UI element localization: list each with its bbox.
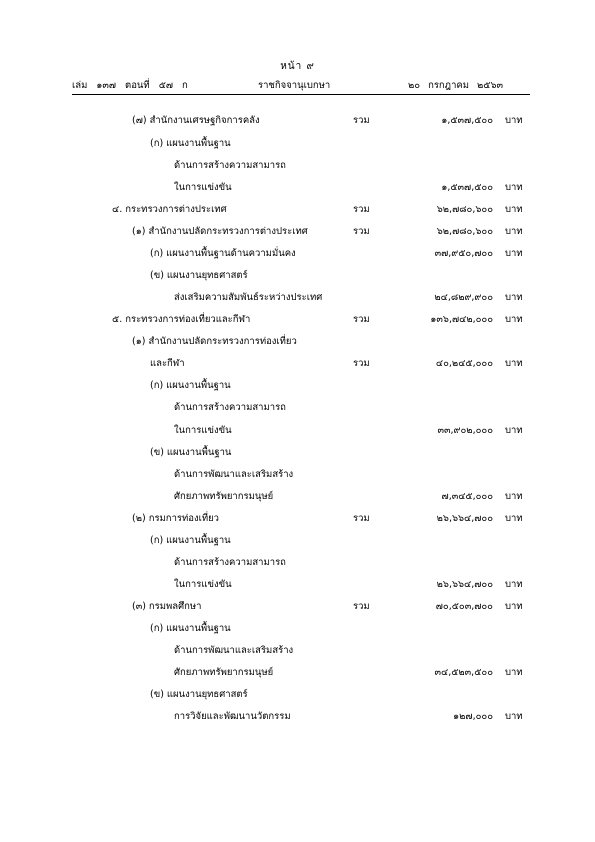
budget-row [0, 599, 595, 615]
budget-row [0, 709, 595, 725]
budget-row [0, 643, 595, 659]
budget-row [0, 665, 595, 681]
budget-row [0, 290, 595, 306]
budget-amount: ๒๖,๖๖๔,๗๐๐ [436, 579, 493, 590]
currency-unit: บาท [505, 182, 523, 193]
budget-row [0, 356, 595, 372]
budget-item-label: ด้านการสร้างความสามารถ [174, 160, 286, 171]
budget-amount: ๑,๕๓๗,๕๐๐ [441, 115, 493, 126]
currency-unit: บาท [505, 226, 523, 237]
currency-unit: บาท [505, 579, 523, 590]
currency-unit: บาท [505, 513, 523, 524]
budget-item-label: (๒) กรมการท่องเที่ยว [132, 513, 220, 524]
total-label: รวม [353, 513, 370, 524]
gazette-date: ๒๐ กรกฎาคม ๒๕๖๓ [408, 80, 504, 91]
budget-row [0, 202, 595, 218]
budget-item-label: (ก) แผนงานพื้นฐาน [150, 138, 231, 149]
budget-item-label: (ข) แผนงานยุทธศาสตร์ [150, 270, 248, 281]
budget-item-label: ในการแข่งขัน [174, 182, 232, 193]
budget-row [0, 489, 595, 505]
currency-unit: บาท [505, 292, 523, 303]
page-number: หน้า ๙ [280, 61, 315, 72]
budget-item-label: (๑) สำนักงานปลัดกระทรวงการต่างประเทศ [132, 226, 308, 237]
header-rule [72, 94, 530, 95]
budget-item-label: (ก) แผนงานพื้นฐาน [150, 623, 231, 634]
budget-item-label: ด้านการสร้างความสามารถ [174, 557, 286, 568]
budget-item-label: ด้านการสร้างความสามารถ [174, 402, 286, 413]
budget-item-label: ในการแข่งขัน [174, 579, 232, 590]
budget-row [0, 577, 595, 593]
budget-row [0, 158, 595, 174]
budget-item-label: (ข) แผนงานพื้นฐาน [150, 447, 232, 458]
gazette-title: ราชกิจจานุเบกษา [258, 80, 331, 91]
budget-row [0, 687, 595, 703]
currency-unit: บาท [505, 115, 523, 126]
currency-unit: บาท [505, 248, 523, 259]
budget-item-label: การวิจัยและพัฒนานวัตกรรม [174, 711, 291, 722]
budget-row [0, 533, 595, 549]
budget-item-label: (ข) แผนงานยุทธศาสตร์ [150, 689, 248, 700]
budget-row [0, 180, 595, 196]
budget-amount: ๖๒,๗๘๐,๖๐๐ [436, 204, 493, 215]
budget-amount: ๒๖,๖๖๔,๗๐๐ [436, 513, 493, 524]
budget-amount: ๗๐,๕๐๓,๗๐๐ [435, 601, 493, 612]
budget-row [0, 555, 595, 571]
budget-amount: ๔๐,๒๔๕,๐๐๐ [435, 358, 493, 369]
currency-unit: บาท [505, 711, 523, 722]
currency-unit: บาท [505, 314, 523, 325]
budget-item-label: ด้านการพัฒนาและเสริมสร้าง [174, 469, 294, 480]
budget-item-label: ส่งเสริมความสัมพันธ์ระหว่างประเทศ [174, 292, 323, 303]
budget-amount: ๑๒๗,๐๐๐ [453, 711, 493, 722]
total-label: รวม [353, 115, 370, 126]
budget-row [0, 423, 595, 439]
budget-item-label: ๔. กระทรวงการต่างประเทศ [112, 204, 227, 215]
budget-item-label: (ก) แผนงานพื้นฐานด้านความมั่นคง [150, 248, 296, 259]
budget-amount: ๗,๓๔๕,๐๐๐ [441, 491, 493, 502]
budget-item-label: ๕. กระทรวงการท่องเที่ยวและกีฬา [112, 314, 251, 325]
total-label: รวม [353, 204, 370, 215]
currency-unit: บาท [505, 425, 523, 436]
budget-amount: ๑๓๖,๗๔๒,๐๐๐ [430, 314, 493, 325]
total-label: รวม [353, 358, 370, 369]
budget-row [0, 400, 595, 416]
budget-amount: ๖๒,๗๘๐,๖๐๐ [436, 226, 493, 237]
budget-row [0, 312, 595, 328]
budget-row [0, 445, 595, 461]
currency-unit: บาท [505, 491, 523, 502]
budget-item-label: ด้านการพัฒนาและเสริมสร้าง [174, 645, 294, 656]
budget-item-label: (๑) สำนักงานปลัดกระทรวงการท่องเที่ยว [132, 336, 297, 347]
budget-amount: ๓๗,๙๕๐,๗๐๐ [434, 248, 493, 259]
total-label: รวม [353, 226, 370, 237]
currency-unit: บาท [505, 358, 523, 369]
budget-amount: ๒๔,๘๒๙,๙๐๐ [434, 292, 493, 303]
budget-item-label: (๗) สำนักงานเศรษฐกิจการคลัง [132, 115, 260, 126]
currency-unit: บาท [505, 667, 523, 678]
budget-amount: ๓๓,๙๐๒,๐๐๐ [437, 425, 493, 436]
budget-amount: ๓๔,๕๒๓,๕๐๐ [434, 667, 493, 678]
budget-row [0, 268, 595, 284]
budget-row [0, 334, 595, 350]
budget-row [0, 113, 595, 129]
currency-unit: บาท [505, 601, 523, 612]
budget-item-label: ศักยภาพทรัพยากรมนุษย์ [174, 667, 274, 678]
total-label: รวม [353, 601, 370, 612]
budget-item-label: และกีฬา [150, 358, 185, 369]
budget-row [0, 246, 595, 262]
gazette-volume-info: เล่ม ๑๓๗ ตอนที่ ๕๗ ก [72, 80, 188, 91]
budget-row [0, 621, 595, 637]
budget-item-label: (ก) แผนงานพื้นฐาน [150, 380, 231, 391]
budget-row [0, 467, 595, 483]
currency-unit: บาท [505, 204, 523, 215]
budget-amount: ๑,๕๓๗,๕๐๐ [441, 182, 493, 193]
budget-item-label: (ก) แผนงานพื้นฐาน [150, 535, 231, 546]
budget-row [0, 136, 595, 152]
budget-item-label: (๓) กรมพลศึกษา [132, 601, 202, 612]
budget-row [0, 224, 595, 240]
budget-item-label: ในการแข่งขัน [174, 425, 232, 436]
budget-row [0, 511, 595, 527]
budget-item-label: ศักยภาพทรัพยากรมนุษย์ [174, 491, 274, 502]
total-label: รวม [353, 314, 370, 325]
budget-row [0, 378, 595, 394]
